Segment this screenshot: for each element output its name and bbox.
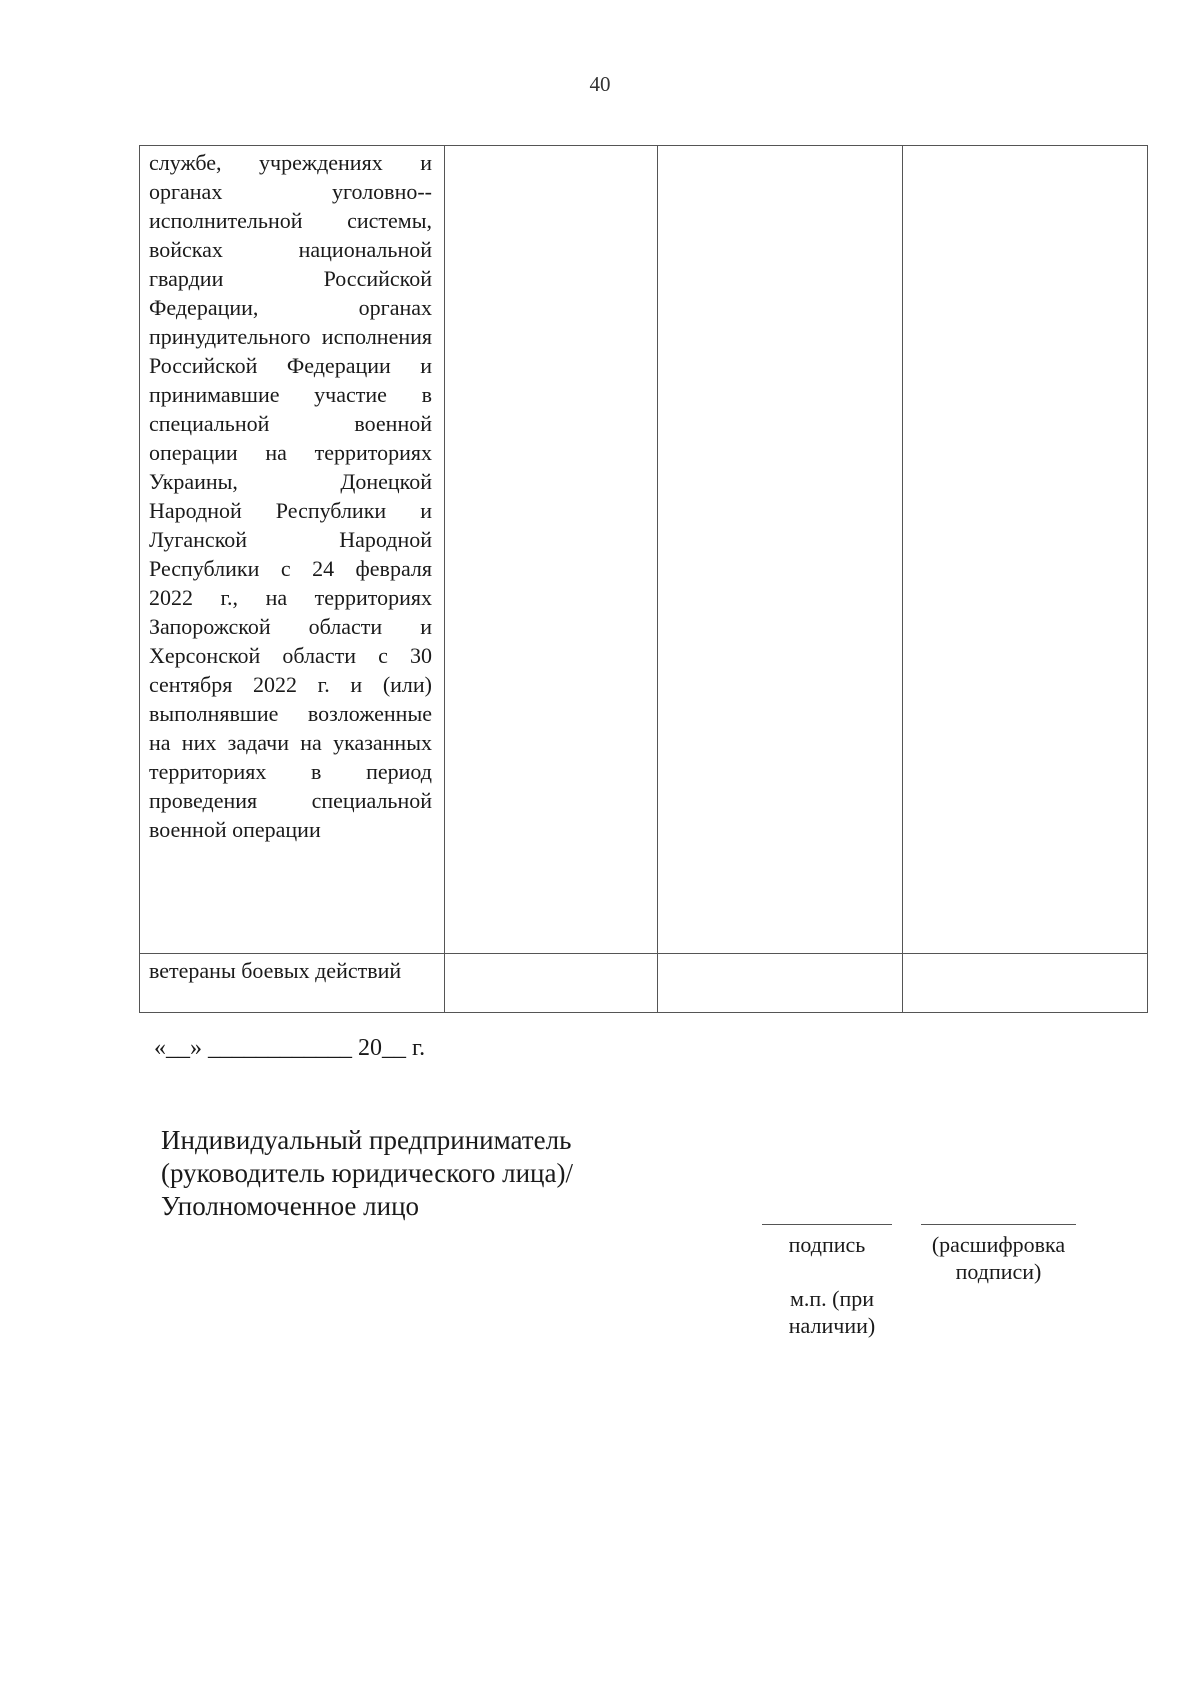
- signer-block: [161, 1124, 573, 1223]
- signer-line: (руководитель юридического лица)/: [161, 1158, 573, 1188]
- page-number: 40: [589, 72, 611, 96]
- signature-line: [762, 1224, 892, 1225]
- caption-line: подписи): [955, 1259, 1042, 1284]
- signer-line: Индивидуальный предприниматель: [161, 1125, 572, 1155]
- table-row: [140, 954, 1148, 1013]
- table-row: [140, 146, 1148, 954]
- empty-cell: [658, 954, 903, 1013]
- beneficiaries-table: [139, 145, 1148, 1013]
- empty-cell: [445, 146, 658, 954]
- empty-cell: [658, 146, 903, 954]
- category-label-cell: службе, учреждениях и органах уголовно-исполнительной системы, войсках национальной гвардии Российской Федерации, органах принудительного исполнения Российской Федерации и принимавшие участие в специальной военной операции на территориях Украины, Донецкой Народной Республики и Луганской Народной Республики с 24 февраля 2022 г., на территориях Запорожской области и Херсонской области с 30 сентября 2022 г. и (или) выполнявшие возложенные на них задачи на указанных территориях в период проведения специальной военной операции: [140, 146, 445, 954]
- stamp-caption: [772, 1285, 892, 1339]
- signature-decoding-caption: [911, 1231, 1086, 1285]
- signer-line: Уполномоченное лицо: [161, 1191, 420, 1221]
- signature-caption: подпись: [788, 1232, 866, 1257]
- caption-line: наличии): [788, 1313, 876, 1338]
- empty-cell: [903, 146, 1148, 954]
- empty-cell: [445, 954, 658, 1013]
- date-line: «__» ____________ 20__ г.: [154, 1035, 426, 1061]
- category-label-cell: ветераны боевых действий: [140, 954, 445, 1013]
- signature-decoding-line: [921, 1224, 1076, 1225]
- caption-line: (расшифровка: [931, 1232, 1066, 1257]
- empty-cell: [903, 954, 1148, 1013]
- caption-line: м.п. (при: [789, 1286, 875, 1311]
